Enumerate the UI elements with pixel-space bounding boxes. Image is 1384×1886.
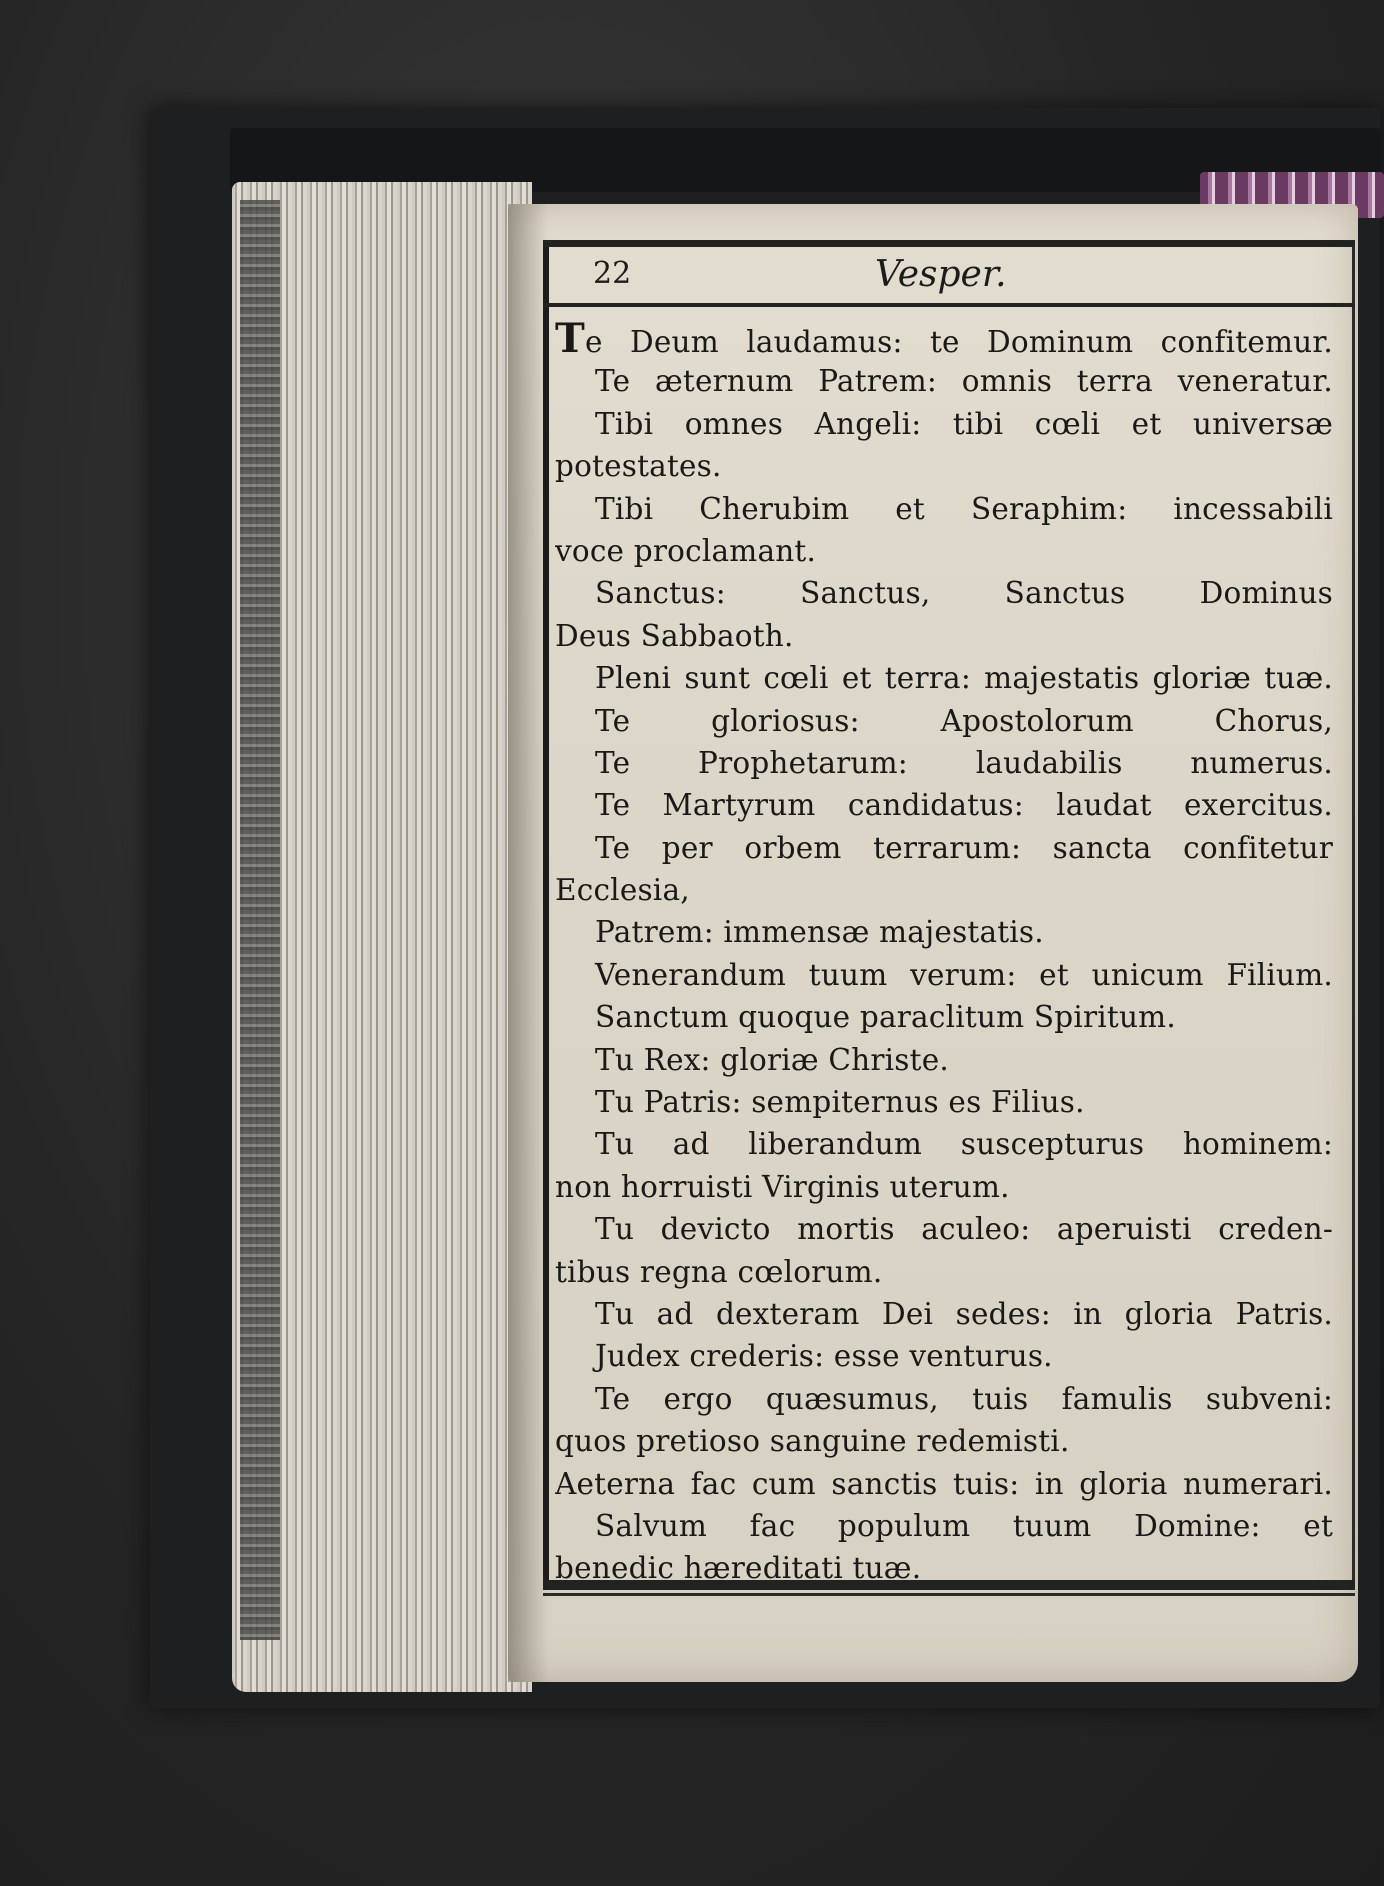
gutter-shadow [508, 204, 548, 1682]
text-line: Judex crederis: esse venturus. [595, 1339, 1053, 1374]
text-line: Aeterna fac cum sanctis tuis: in gloria numerari. [555, 1466, 1333, 1501]
hymn-text [555, 318, 1333, 1590]
text-line: Salvum fac populum tuum Domine: et [595, 1508, 1333, 1543]
text-line: tibus regna cœlorum. [555, 1254, 883, 1289]
text-line: Tu ad liberandum suscepturus hominem: [595, 1127, 1333, 1162]
page-header [575, 256, 1345, 300]
bottom-rule-thin [543, 1593, 1355, 1596]
page-number: 22 [593, 256, 632, 291]
running-head: Vesper. [875, 254, 1007, 295]
text-line: Tibi Cherubim et Seraphim: incessabili [595, 491, 1333, 526]
text-line: Tu ad dexteram Dei sedes: in gloria Patris. [595, 1296, 1333, 1331]
text-line [555, 318, 1333, 360]
text-line: Venerandum tuum verum: et unicum Filium. [595, 957, 1333, 992]
page-edge-shadow [240, 200, 280, 1640]
text-line: Tu Rex: gloriæ Christe. [595, 1042, 949, 1077]
text-line: Te gloriosus: Apostolorum Chorus, [595, 703, 1333, 738]
text-line: benedic hæreditati tuæ. [555, 1551, 922, 1586]
text-line: Tu Patris: sempiternus es Filius. [595, 1085, 1085, 1120]
text-line: Tu devicto mortis aculeo: aperuisti creden- [595, 1212, 1333, 1247]
text-line: Ecclesia, [555, 873, 690, 908]
text-line: Te æternum Patrem: omnis terra veneratur. [595, 364, 1333, 399]
text-line: Deus Sabbaoth. [555, 618, 794, 653]
header-rule [543, 303, 1355, 307]
top-rule [543, 240, 1355, 247]
text-line: Sanctus: Sanctus, Sanctus Dominus [595, 576, 1333, 611]
text-line: Te ergo quæsumus, tuis famulis subveni: [595, 1381, 1333, 1416]
text-line: quos pretioso sanguine redemisti. [555, 1424, 1070, 1459]
text-line: Patrem: immensæ majestatis. [595, 915, 1044, 950]
text-line: Te Prophetarum: laudabilis numerus. [595, 745, 1333, 780]
text-line-rest: e Deum laudamus: te Dominum confitemur. [584, 325, 1333, 359]
text-line: non horruisti Virginis uterum. [555, 1169, 1010, 1204]
text-line: Tibi omnes Angeli: tibi cœli et universæ [595, 406, 1333, 441]
text-line: Te Martyrum candidatus: laudat exercitus. [595, 788, 1333, 823]
text-line: Te per orbem terrarum: sancta confitetur [595, 830, 1333, 865]
text-line: voce proclamant. [555, 533, 817, 568]
text-line: Sanctum quoque paraclitum Spiritum. [595, 1000, 1176, 1035]
text-line: potestates. [555, 449, 722, 484]
initial-letter: T [555, 318, 585, 361]
text-line: Pleni sunt cœli et terra: majestatis gloriæ tuæ. [595, 661, 1333, 696]
